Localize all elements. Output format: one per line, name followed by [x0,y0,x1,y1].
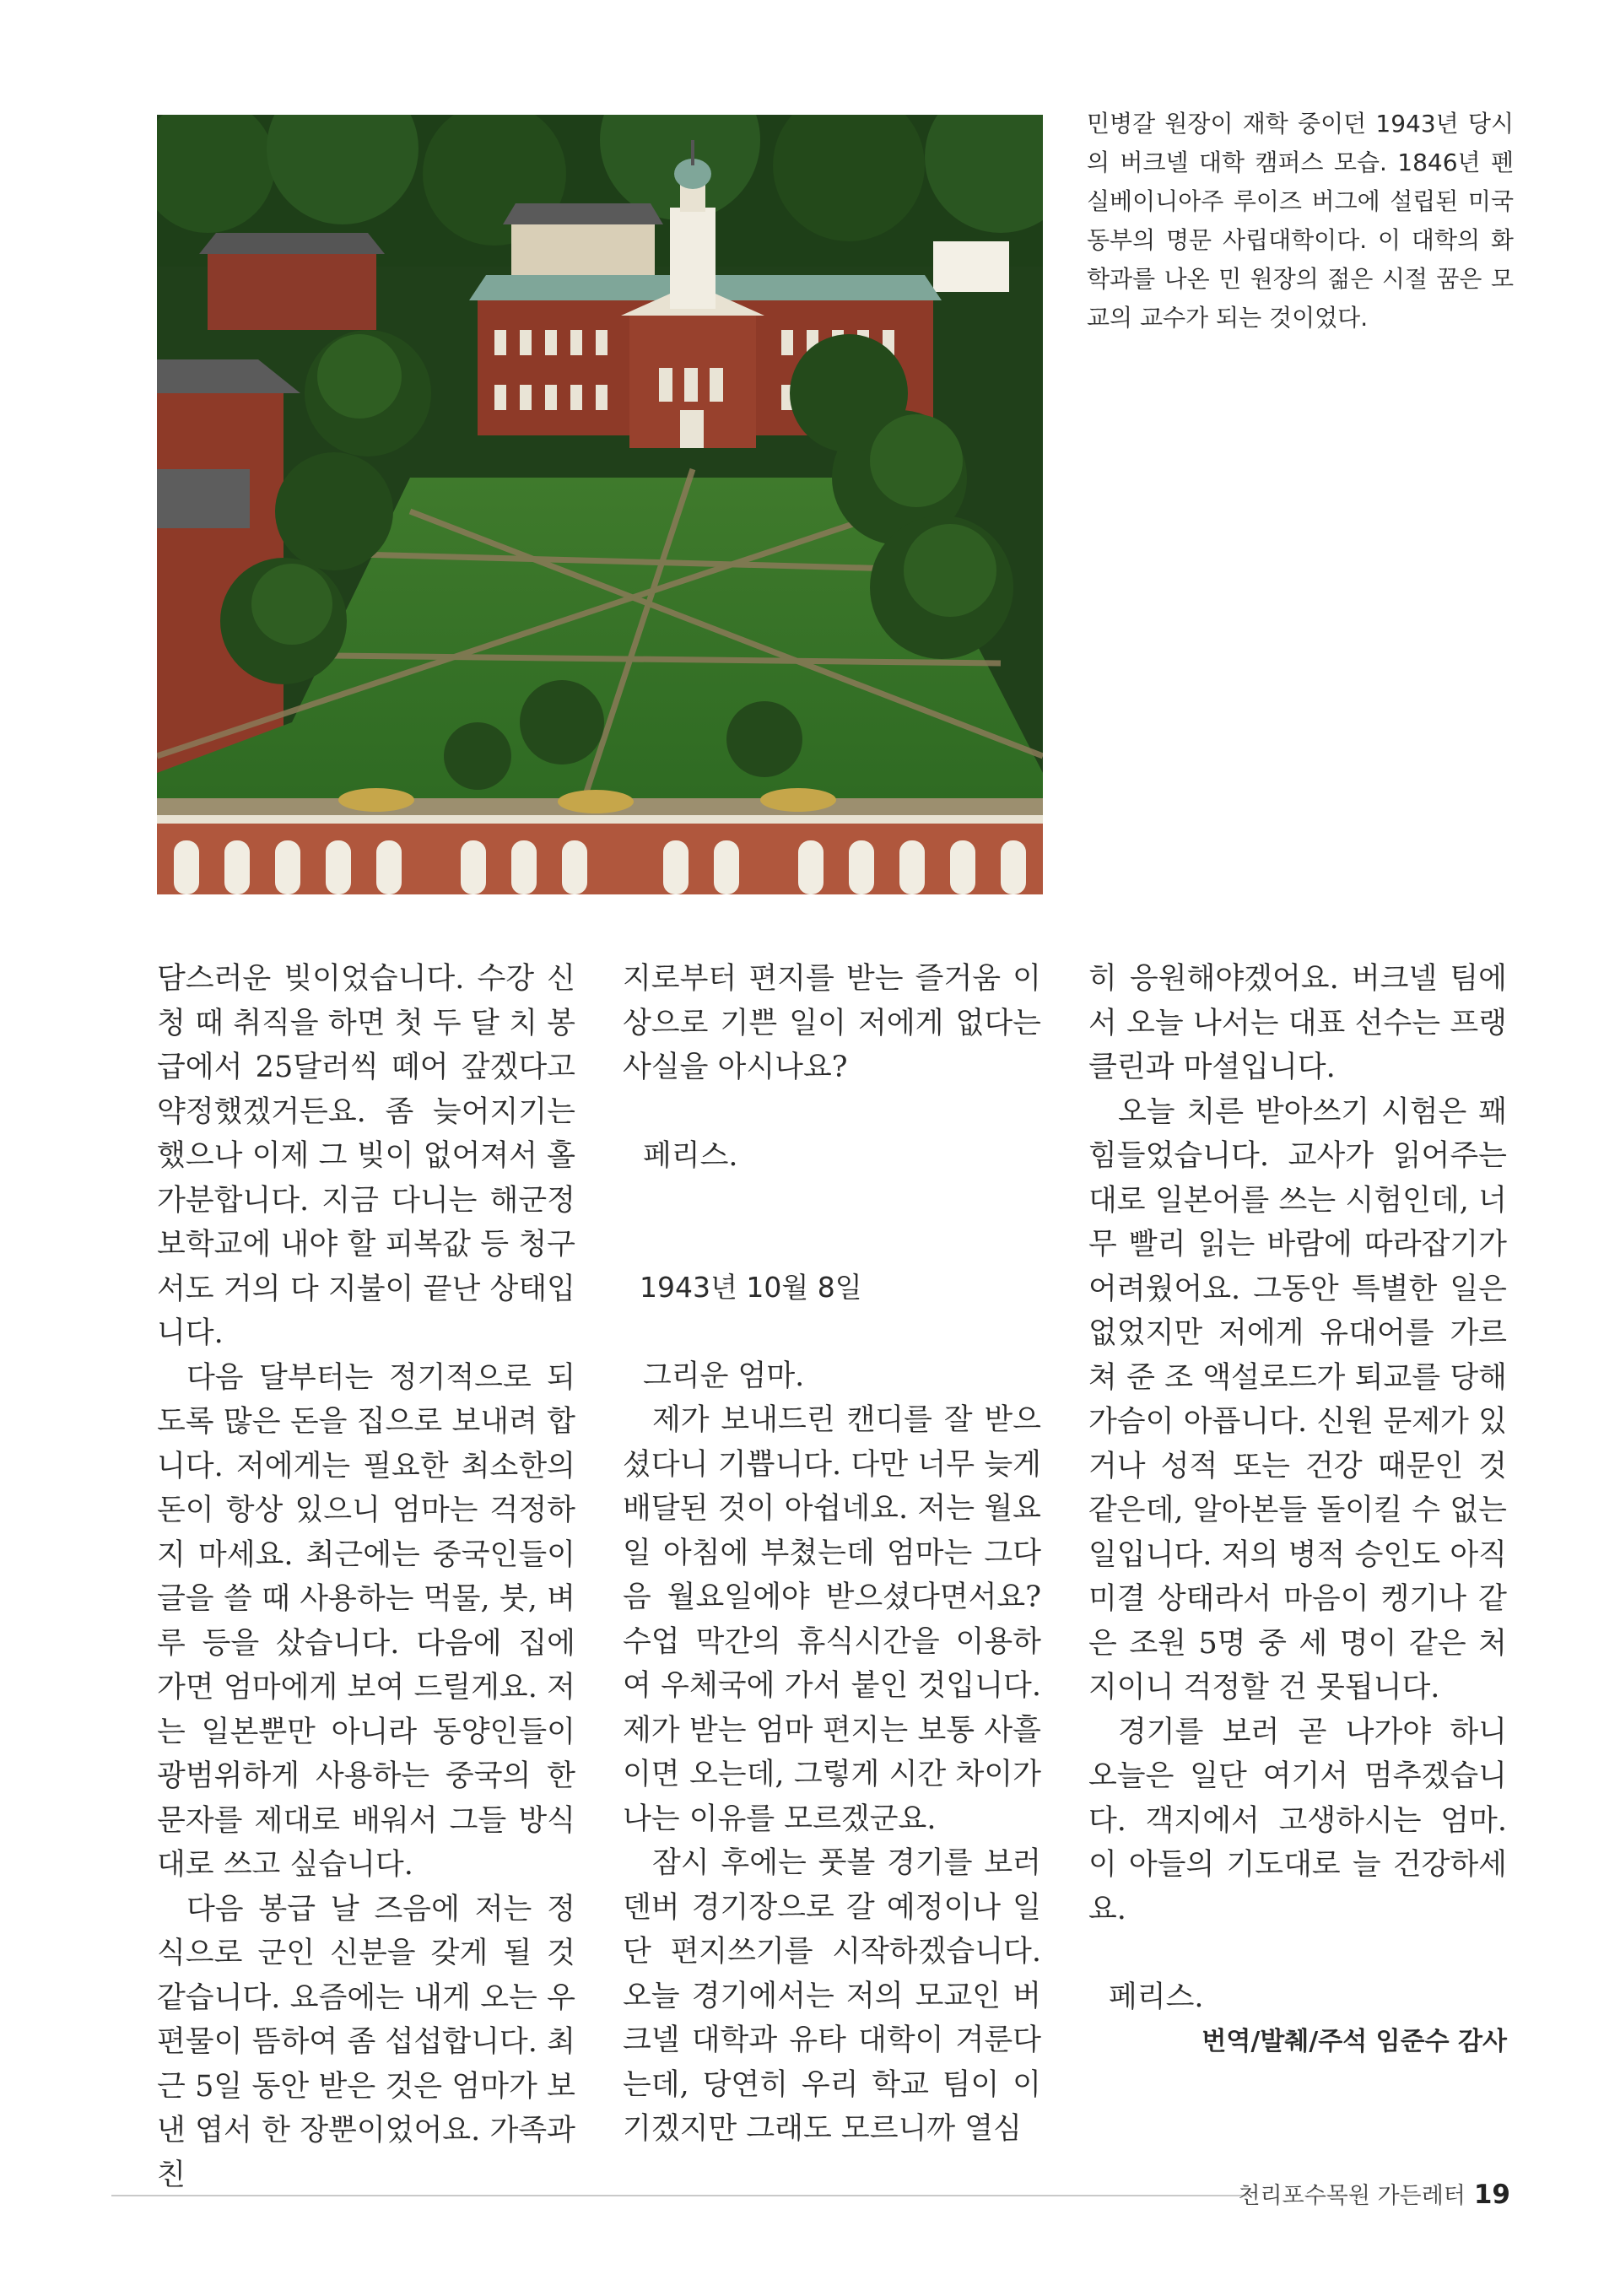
campus-aerial-photo [157,115,1043,894]
footer-divider [111,2195,1247,2196]
letter-date: 1943년 10월 8일 [640,1271,862,1304]
paragraph: 잠시 후에는 풋볼 경기를 보러 덴버 경기장으로 갈 예정이나 일단 편지쓰기를 시작하겠습니다. 오늘 경기에서는 저의 모교인 버크넬 대학과 유타 대학이 겨룬다는데, 당연히 우리 학교 팀이 이기겠지만 그래도 모르니까 열심 [623,1846,1041,2146]
paragraph: 제가 보내드린 캔디를 잘 받으셨다니 기쁩니다. 다만 너무 늦게 배달된 것이 아쉽네요. 저는 월요일 아침에 부쳤는데 엄마는 그다음 월요일에야 받으셨다면서요? 수업 막간의 휴식시간을 이용하여 우체국에 가서 붙인 것입니다. 제가 받는 엄마 편지는 보통 사흘이면 오는데, 그렇게 시간 차이가 나는 이유를 모르겠군요. [623,1403,1041,1836]
publication-name: 천리포수목원 가든레터 [1238,2183,1466,2209]
paragraph: 지로부터 편지를 받는 즐거움 이상으로 기쁜 일이 저에게 없다는 사실을 아시나요? [623,962,1041,1084]
letter-greeting: 그리운 엄마. [643,1359,805,1393]
paragraph: 히 응원해야겠어요. 버크넬 팀에서 오늘 나서는 대표 선수는 프랭클린과 마셜입니다. [1088,962,1507,1084]
paragraph: 담스러운 빚이었습니다. 수강 신청 때 취직을 하면 첫 두 달 치 봉급에서 25달러씩 떼어 갚겠다고 약정했겠거든요. 좀 늦어지기는 했으나 이제 그 빚이 없어져서 홀가분합니다. 지금 다니는 해군정보학교에 내야 할 피복값 등 청구서도 거의 다 지불이 끝난 상태입니다. [157,962,575,1350]
text-column-1 [157,957,575,2197]
text-column-3 [1088,957,1507,2064]
photo-caption: 민병갈 원장이 재학 중이던 1943년 당시의 버크넬 대학 캠퍼스 모습. 1846년 펜실베이니아주 루이즈 버그에 설립된 미국 동부의 명문 사립대학이다. 이 대학의 화학과를 나온 민 원장의 젊은 시절 꿈은 모교의 교수가 되는 것이었다. [1087,110,1514,332]
translation-credit: 번역/발췌/주석 임준수 감사 [1202,2026,1507,2056]
paragraph: 경기를 보러 곧 나가야 하니 오늘은 일단 여기서 멈추겠습니다. 객지에서 고생하시는 엄마. 이 아들의 기도대로 늘 건강하세요. [1088,1715,1507,1926]
paragraph: 다음 달부터는 정기적으로 되도록 많은 돈을 집으로 보내려 합니다. 저에게는 필요한 최소한의 돈이 항상 있으니 엄마는 걱정하지 마세요. 최근에는 중국인들이 글을 쓸 때 사용하는 먹물, 붓, 벼루 등을 샀습니다. 다음에 집에 가면 엄마에게 보여 드릴게요. 저는 일본뿐만 아니라 동양인들이 광범위하게 사용하는 중국의 한문자를 제대로 배워서 그들 방식대로 쓰고 싶습니다. [157,1360,575,1882]
paragraph: 오늘 치른 받아쓰기 시험은 꽤 힘들었습니다. 교사가 읽어주는 대로 일본어를 쓰는 시험인데, 너무 빨리 읽는 바람에 따라잡기가 어려웠어요. 그동안 특별한 일은 없었지만 저에게 유대어를 가르쳐 준 조 액설로드가 퇴교를 당해 가슴이 아픕니다. 신원 문제가 있거나 성적 또는 건강 때문인 것 같은데, 알아본들 돌이킬 수 없는 일입니다. 저의 병적 승인도 아직 미결 상태라서 마음이 켕기나 같은 조원 5명 중 세 명이 같은 처지이니 걱정할 건 못됩니다. [1088,1094,1507,1704]
page-footer [1238,2174,1510,2218]
letter-signature: 페리스. [643,1138,738,1173]
text-column-2 [623,957,1041,2152]
page-number: 19 [1473,2180,1510,2210]
paragraph: 다음 봉급 날 즈음에 저는 정식으로 군인 신분을 갖게 될 것 같습니다. 요즘에는 내게 오는 우편물이 뜸하여 좀 섭섭합니다. 최근 5일 동안 받은 것은 엄마가 보낸 엽서 한 장뿐이었어요. 가족과 친 [157,1892,575,2192]
letter-signature: 페리스. [1109,1980,1204,2014]
